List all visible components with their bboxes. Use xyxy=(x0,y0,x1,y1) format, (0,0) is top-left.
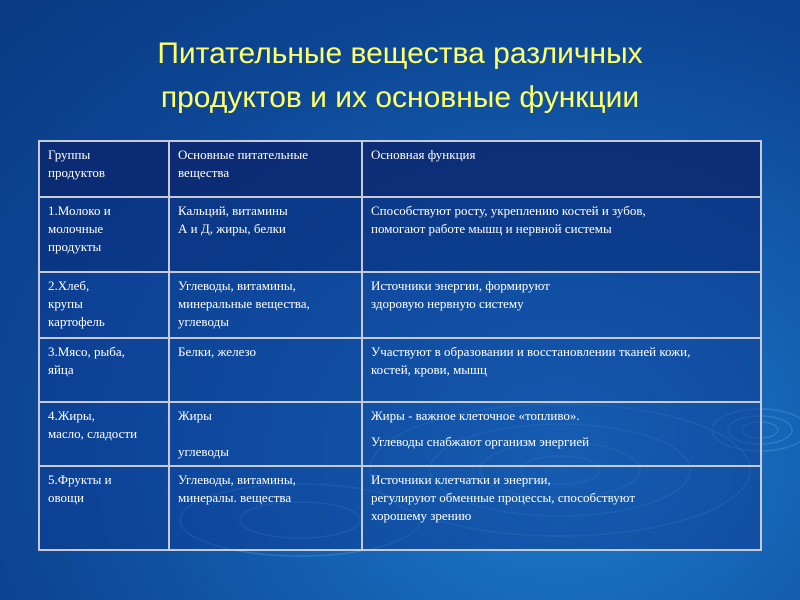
function-cell: Способствуют росту, укреплению костей и зубов, помогают работе мышц и нервной системы xyxy=(362,197,761,272)
table-row xyxy=(39,272,761,338)
table-row xyxy=(39,466,761,550)
group-cell: 2.Хлеб, крупы картофель xyxy=(39,272,169,338)
nutrients-cell: Кальций, витамины А и Д, жиры, белки xyxy=(169,197,362,272)
group-cell: 4.Жиры, масло, сладости xyxy=(39,402,169,466)
group-cell: 3.Мясо, рыба, яйца xyxy=(39,338,169,402)
table-row xyxy=(39,338,761,402)
nutrients-table xyxy=(38,140,762,551)
function-text-carbs: Углеводы снабжают организм энергией xyxy=(371,434,590,449)
function-cell: Источники энергии, формируют здоровую нервную систему xyxy=(362,272,761,338)
function-cell: Источники клетчатки и энергии, регулируют обменные процессы, способствуют хорошему зрению xyxy=(362,466,761,550)
header-cell-nutrients: Основные питательные вещества xyxy=(169,141,362,197)
slide-title-line-1: Питательные вещества различных xyxy=(157,37,643,70)
function-cell xyxy=(362,402,761,466)
header-cell-function: Основная функция xyxy=(362,141,761,197)
group-cell: 5.Фрукты и овощи xyxy=(39,466,169,550)
nutrients-cell: Углеводы, витамины, минеральные вещества, углеводы xyxy=(169,272,362,338)
table-header-row xyxy=(39,141,761,197)
nutrients-cell: Жиры углеводы xyxy=(169,402,362,466)
slide-title-line-2: продуктов и их основные функции xyxy=(160,81,640,114)
slide-title xyxy=(0,32,800,120)
nutrients-cell: Белки, железо xyxy=(169,338,362,402)
function-text-fats: Жиры - важное клеточное «топливо». xyxy=(371,408,580,423)
table-row xyxy=(39,402,761,466)
function-cell: Участвуют в образовании и восстановлении тканей кожи, костей, крови, мышц xyxy=(362,338,761,402)
table-row xyxy=(39,197,761,272)
group-cell: 1.Молоко и молочные продукты xyxy=(39,197,169,272)
nutrients-cell: Углеводы, витамины, минералы. вещества xyxy=(169,466,362,550)
header-cell-groups: Группы продуктов xyxy=(39,141,169,197)
